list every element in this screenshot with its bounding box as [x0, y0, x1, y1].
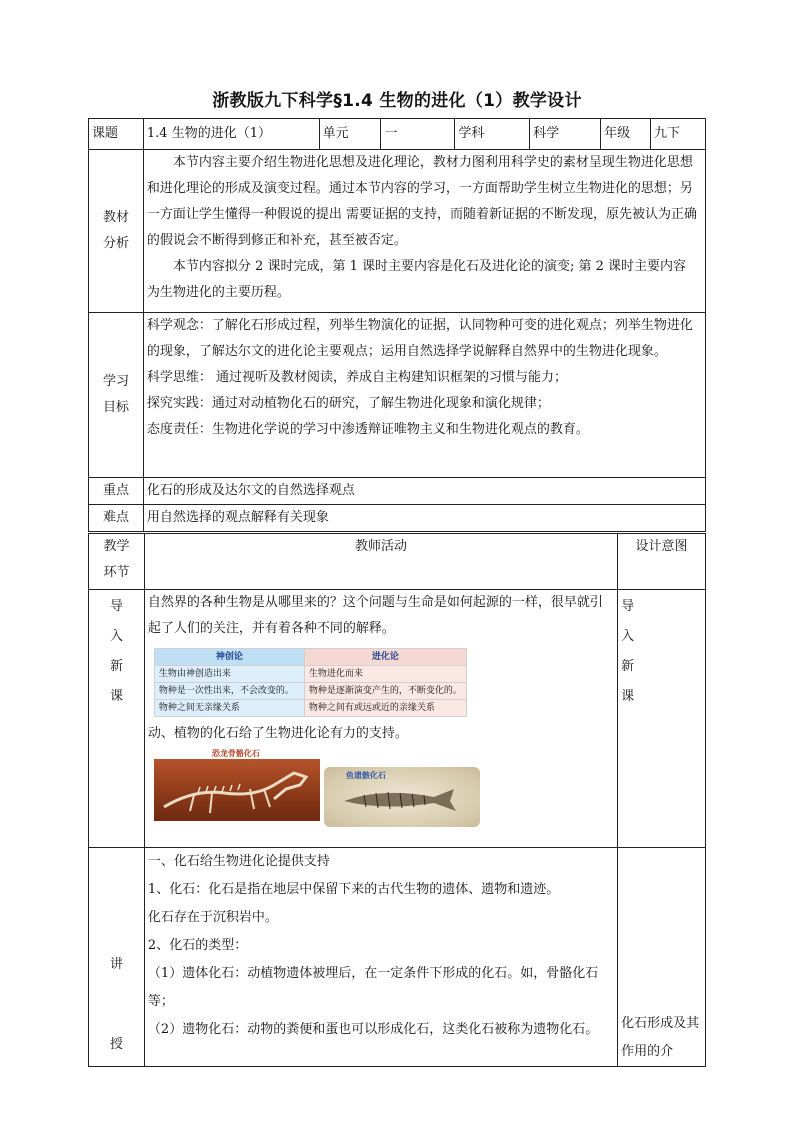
compare-cell: 生物由神创造出来 — [154, 666, 304, 683]
goal-item: 科学观念：了解化石形成过程，列举生物演化的证据，认同物种可变的进化观点；列举生物进化的现象，了解达尔文的进化论主要观点；运用自然选择学说解释自然界中的生物进化现象。 — [146, 318, 693, 359]
design-intent-header: 设计意图 — [618, 534, 706, 590]
goals-label: 学习 目标 — [89, 313, 144, 478]
intro-stage: 导 入 新 课 — [89, 590, 145, 848]
key-point-label: 重点 — [89, 478, 144, 505]
dinosaur-fossil-image — [154, 759, 320, 821]
creation-vs-evolution-table — [154, 648, 467, 717]
goal-item: 科学思维： 通过视听及教材阅读，养成自主构建知识框架的习惯与能力； — [146, 370, 568, 385]
activity-table — [88, 533, 706, 1067]
creationism-header: 神创论 — [154, 649, 304, 666]
subject-value: 科学 — [530, 119, 601, 150]
lecture-line: 一、化石给生物进化论提供支持 — [147, 854, 330, 869]
dinosaur-fossil-caption: 恐龙骨骼化石 — [211, 748, 260, 758]
unit-label: 单元 — [319, 119, 381, 150]
key-point-text: 化石的形成及达尔文的自然选择观点 — [143, 478, 705, 505]
difficulty-text: 用自然选择的观点解释有关现象 — [143, 505, 705, 532]
lecture-line: 化石存在于沉积岩中。 — [147, 910, 278, 925]
intro-paragraph: 动、植物的化石给了生物进化论有力的支持。 — [147, 726, 408, 741]
grade-label: 年级 — [601, 119, 651, 150]
document-title: 浙教版九下科学§1.4 生物的进化（1）教学设计 — [212, 91, 582, 111]
topic-label: 课题 — [89, 119, 144, 150]
difficulty-label: 难点 — [89, 505, 144, 532]
subject-label: 学科 — [455, 119, 530, 150]
topic-value: 1.4 生物的进化（1） — [143, 119, 319, 150]
intro-paragraph: 自然界的各种生物是从哪里来的？这个问题与生命是如何起源的一样，很早就引起了人们的关注，并有着各种不同的解释。 — [147, 595, 603, 636]
compare-cell: 物种之间无亲缘关系 — [154, 700, 304, 717]
lecture-intent: 化石形成及其作用的介 — [618, 848, 706, 1067]
analysis-content — [143, 150, 705, 313]
evolution-header: 进化论 — [304, 649, 466, 666]
analysis-label: 教材 分析 — [89, 150, 144, 313]
fossil-images — [154, 747, 614, 847]
compare-cell: 生物进化而来 — [304, 666, 466, 683]
teacher-activity-header: 教师活动 — [144, 534, 617, 590]
lecture-stage: 讲 授 — [89, 848, 145, 1067]
dinosaur-skeleton-icon — [154, 759, 320, 821]
analysis-paragraph: 本节内容拟分 2 课时完成，第 1 课时主要内容是化石及进化论的演变; 第 2 课时主要内容 为生物进化的主要历程。 — [146, 259, 687, 300]
analysis-paragraph: 本节内容主要介绍生物进化思想及进化理论，教材力图利用科学史的素材呈现生物进化思想和进化理论的形成及演变过程。通过本节内容的学习，一方面帮助学生树立生物进化的思想；另一方面让学生懂得一种假说的提出 需要证据的支持，而随着新证据的不断发现，原先被认为正确的假说会不断得到修正和补充，甚至被否定。 — [146, 155, 698, 248]
intro-content — [144, 590, 617, 848]
grade-value: 九下 — [651, 119, 706, 150]
compare-cell: 物种是逐渐演变产生的，不断变化的。 — [304, 683, 466, 700]
lecture-content — [144, 848, 617, 1067]
goal-item: 探究实践：通过对动植物化石的研究，了解生物进化现象和演化规律； — [146, 396, 550, 411]
goals-content — [143, 313, 705, 478]
lecture-line: （1）遗体化石：动植物遗体被埋后，在一定条件下形成的化石。如，骨骼化石等； — [147, 966, 599, 1009]
intro-intent: 导 入 新 课 — [618, 590, 706, 848]
lecture-line: 2、化石的类型： — [147, 938, 248, 953]
compare-cell: 物种是一次性出来，不会改变的。 — [154, 683, 304, 700]
fish-fossil-caption: 鱼遗骸化石 — [345, 770, 386, 780]
course-info-table — [88, 118, 706, 532]
lecture-line: （2）遗物化石：动物的粪便和蛋也可以形成化石，这类化石被称为遗物化石。 — [147, 1022, 599, 1037]
compare-cell: 物种之间有或远或近的亲缘关系 — [304, 700, 466, 717]
unit-value: 一 — [381, 119, 455, 150]
stage-column-header: 教学 环节 — [89, 534, 145, 590]
goal-item: 态度责任：生物进化学说的学习中渗透辩证唯物主义和生物进化观点的教育。 — [146, 422, 589, 437]
lecture-line: 1、化石：化石是指在地层中保留下来的古代生物的遗体、遗物和遗迹。 — [147, 882, 560, 897]
